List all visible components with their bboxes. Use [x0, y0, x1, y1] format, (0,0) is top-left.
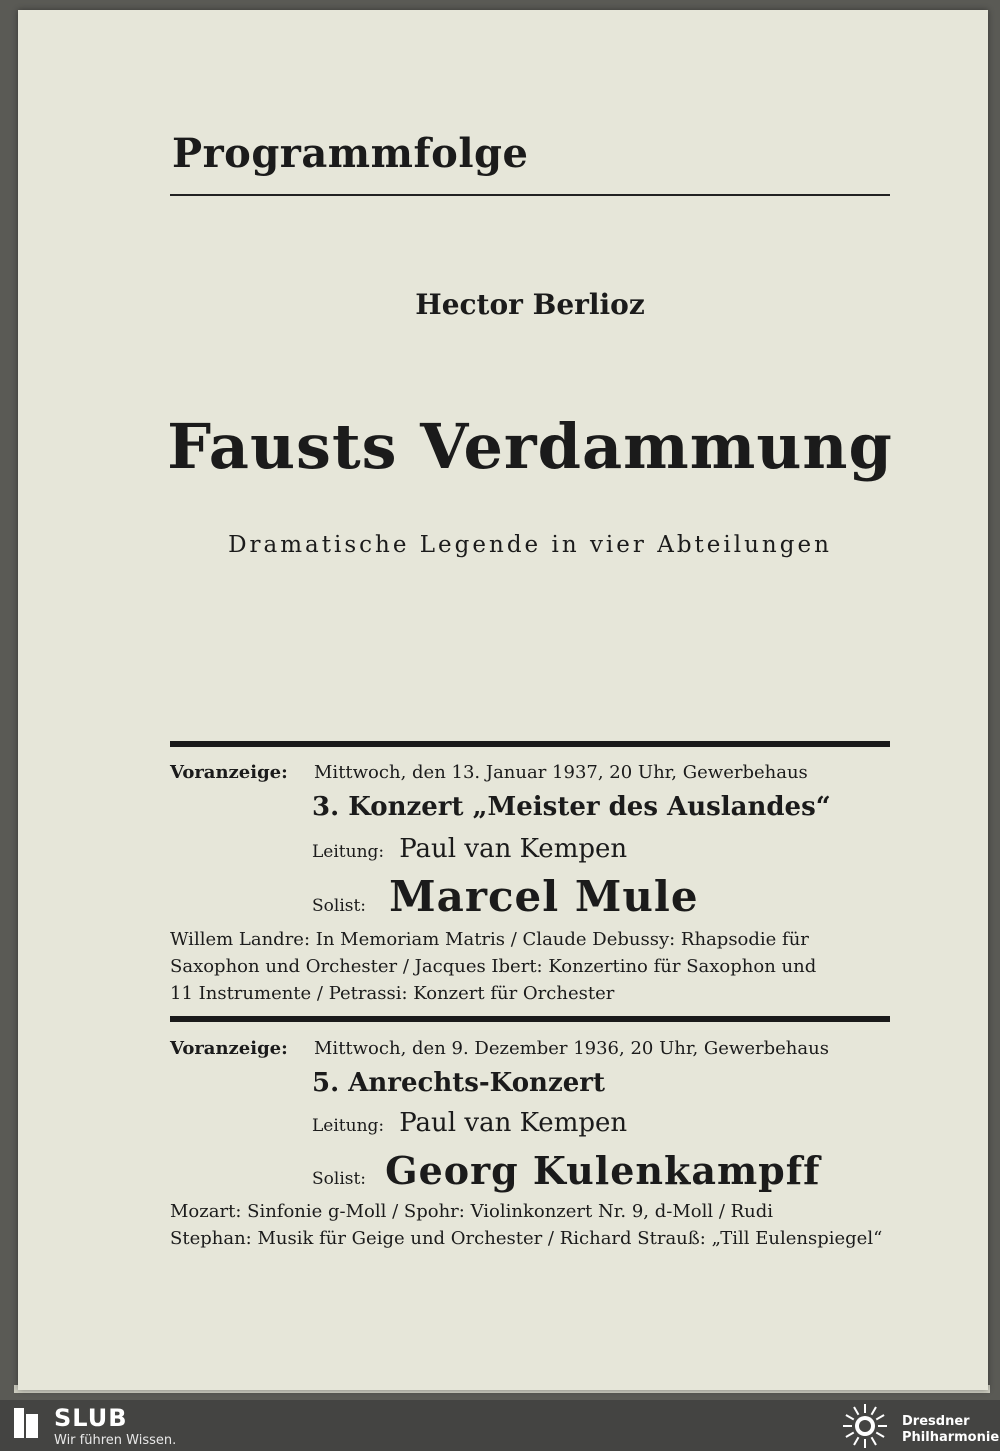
work-subtitle: Dramatische Legende in vier Abteilungen	[228, 532, 832, 558]
section-rule	[170, 741, 890, 747]
soloist-line	[312, 1148, 820, 1193]
announcement-date: Mittwoch, den 9. Dezember 1936, 20 Uhr, Gewerbehaus	[314, 1038, 829, 1059]
composer-name: Hector Berlioz	[415, 288, 645, 321]
program-list	[170, 1198, 890, 1252]
announcement-label: Voranzeige:	[170, 1038, 288, 1059]
conductor-line	[312, 834, 627, 864]
concert-title: 3. Konzert „Meister des Auslandes“	[312, 792, 831, 822]
page-heading: Programmfolge	[172, 130, 529, 177]
program-line: Stephan: Musik für Geige und Orchester / Richard Strauß: „Till Eulenspiegel“	[170, 1228, 883, 1249]
program-line: Mozart: Sinfonie g-Moll / Spohr: Violinkonzert Nr. 9, d-Moll / Rudi	[170, 1201, 774, 1222]
program-line: Willem Landre: In Memoriam Matris / Claude Debussy: Rhapsodie für	[170, 929, 809, 950]
philharmonie-logo-icon	[842, 1403, 888, 1449]
conductor-name: Paul van Kempen	[399, 1108, 628, 1138]
soloist-name: Georg Kulenkampff	[385, 1148, 821, 1193]
slub-logo-icon	[12, 1406, 42, 1442]
soloist-line	[312, 872, 699, 921]
slub-tagline: Wir führen Wissen.	[54, 1433, 177, 1448]
announcement-label: Voranzeige:	[170, 762, 288, 783]
conductor-name: Paul van Kempen	[399, 834, 628, 864]
conductor-label: Leitung:	[312, 1116, 385, 1136]
conductor-line	[312, 1108, 627, 1138]
soloist-name: Marcel Mule	[389, 872, 699, 921]
soloist-label: Solist:	[312, 896, 367, 916]
philharmonie-name-line2[interactable]: Philharmonie	[902, 1430, 1000, 1445]
heading-rule	[170, 194, 890, 196]
section-rule	[170, 1016, 890, 1022]
concert-title: 5. Anrechts-Konzert	[312, 1068, 605, 1098]
philharmonie-name-line1[interactable]: Dresdner	[902, 1414, 970, 1429]
program-line: Saxophon und Orchester / Jacques Ibert: Konzertino für Saxophon und	[170, 956, 817, 977]
conductor-label: Leitung:	[312, 842, 385, 862]
soloist-label: Solist:	[312, 1169, 367, 1189]
announcement-date: Mittwoch, den 13. Januar 1937, 20 Uhr, Gewerbehaus	[314, 762, 808, 783]
program-line: 11 Instrumente / Petrassi: Konzert für Orchester	[170, 983, 615, 1004]
slub-name[interactable]: SLUB	[54, 1404, 128, 1432]
work-title: Fausts Verdammung	[167, 410, 893, 483]
program-list	[170, 926, 890, 1007]
